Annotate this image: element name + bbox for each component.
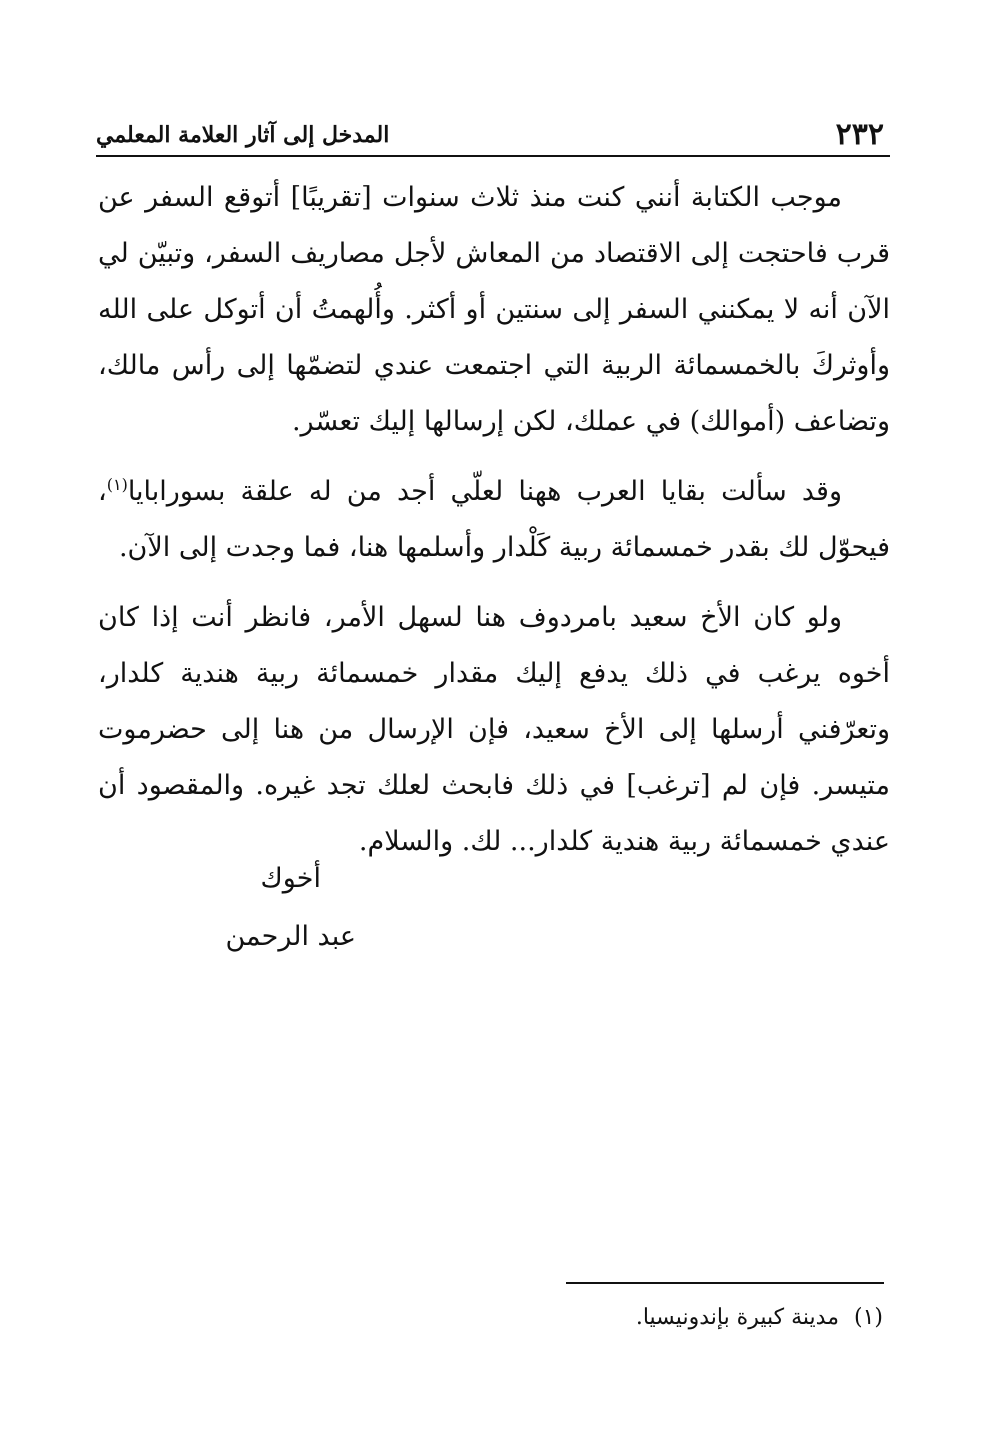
paragraph-3: ولو كان الأخ سعيد بامردوف هنا لسهل الأمر، فانظر أنت إذا كان أخوه يرغب في ذلك يدفع إليك مقدار خمسمائة ربية هندية كلدار، وتعرّفني أرسلها إلى الأخ سعيد، فإن الإرسال من هنا إلى حضرموت متيسر. فإن لم [ترغب] في ذلك فابحث لعلك تجد غيره. والمقصود أن عندي خمسمائة ربية هندية كلدار... لك. والسلام. xyxy=(98,602,890,857)
paragraph-2-before-note: وقد سألت بقايا العرب ههنا لعلّي أجد من له علقة بسورابايا xyxy=(127,476,842,507)
footnote xyxy=(636,1300,883,1336)
signature-name: عبد الرحمن xyxy=(225,921,356,952)
footnote-marker: (١) xyxy=(853,1305,883,1330)
page-header xyxy=(96,118,890,152)
paragraph-2-after-note: ، فيحوّل لك بقدر خمسمائة ربية كَلْدار وأسلمها هنا، فما وجدت إلى الآن. xyxy=(98,476,890,563)
footnote-reference[interactable]: (١) xyxy=(106,475,128,494)
main-text xyxy=(98,170,890,884)
paragraph-1: موجب الكتابة أنني كنت منذ ثلاث سنوات [تقريبًا] أتوقع السفر عن قرب فاحتجت إلى الاقتصاد من المعاش لأجل مصاريف السفر، وتبيّن لي الآن أنه لا يمكنني السفر إلى سنتين أو أكثر. وأُلهمتُ أن أتوكل على الله وأوثركَ بالخمسمائة الربية التي اجتمعت عندي لتضمّها إلى رأس مالك، وتضاعف (أموالك) في عملك، لكن إرسالها إليك تعسّر. xyxy=(98,182,890,437)
page-number: ٢٣٢ xyxy=(835,117,884,152)
paragraph-2 xyxy=(98,464,890,576)
footnote-text: مدينة كبيرة بإندونيسيا. xyxy=(635,1305,839,1330)
letter-closing xyxy=(226,850,357,966)
header-divider xyxy=(96,155,890,157)
footnote-divider xyxy=(566,1282,884,1284)
closing-salutation: أخوك xyxy=(260,863,321,894)
running-title: المدخل إلى آثار العلامة المعلمي xyxy=(96,122,390,148)
